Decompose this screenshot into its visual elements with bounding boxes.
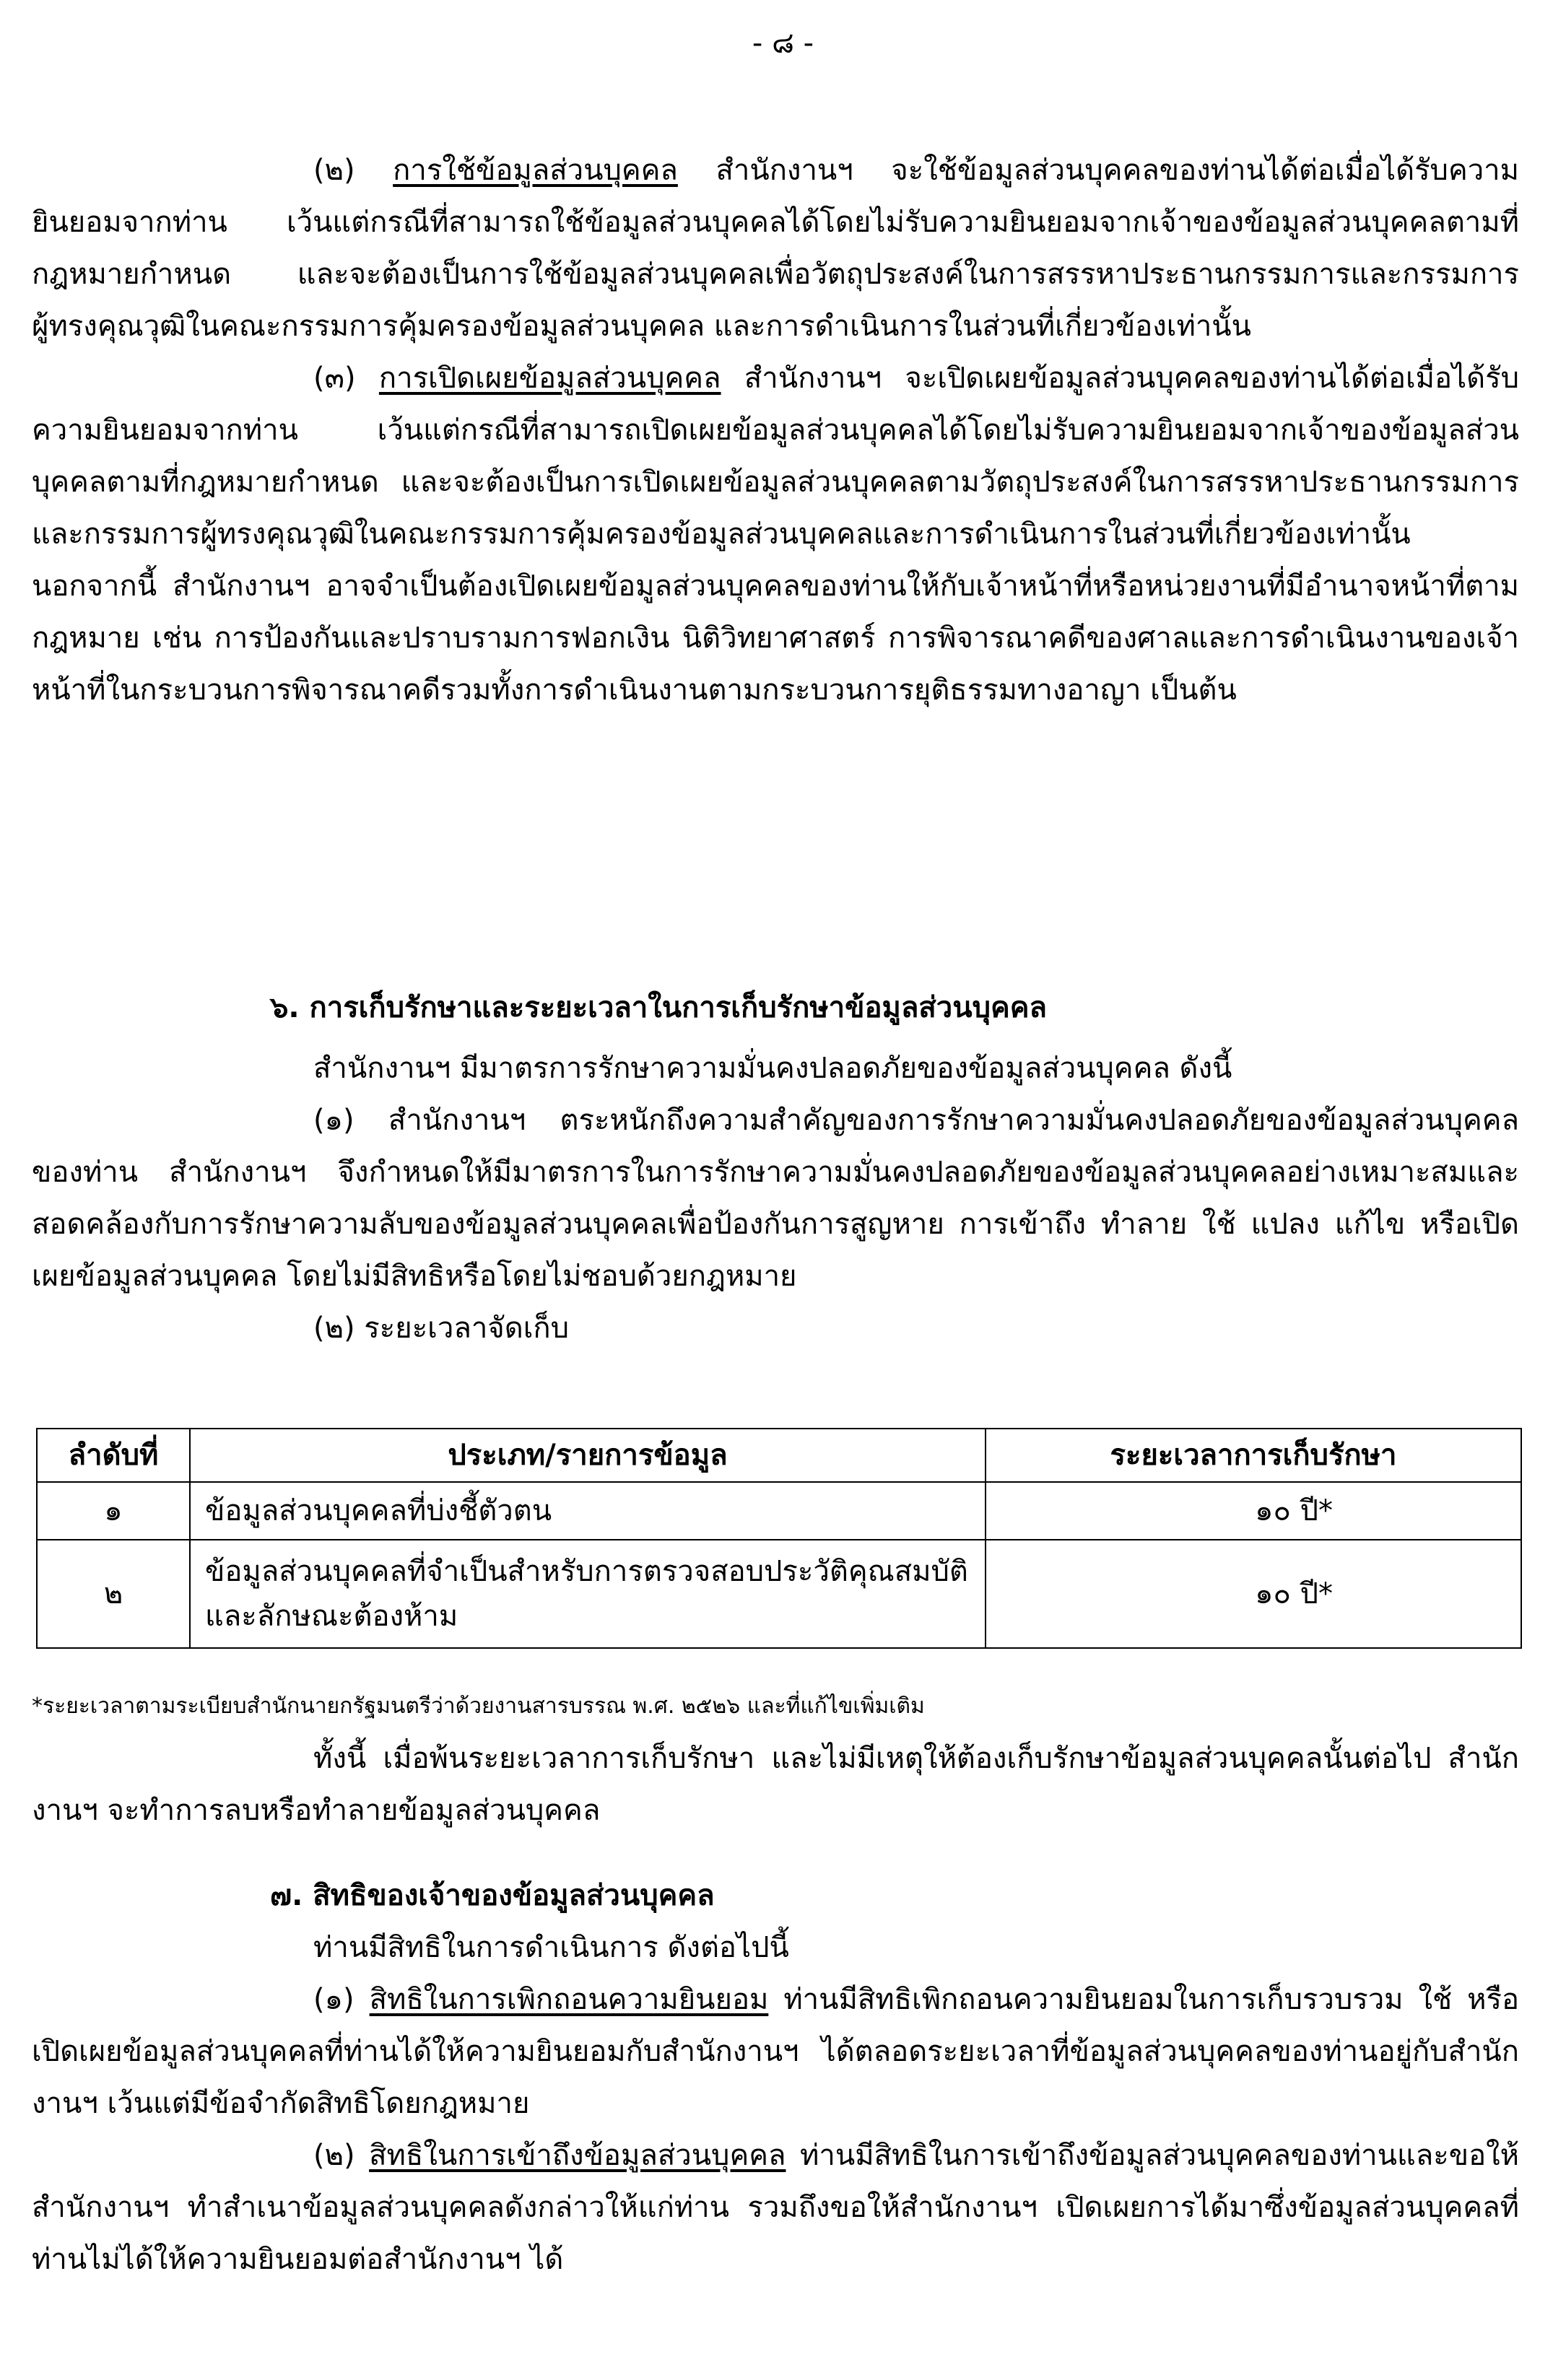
paragraph-access-right bbox=[32, 2130, 1519, 2285]
cell-period: ๑๐ ปี* bbox=[986, 1540, 1521, 1648]
cell-period: ๑๐ ปี* bbox=[986, 1482, 1521, 1540]
section-6-after bbox=[32, 1732, 1519, 1836]
section-6 bbox=[32, 982, 1519, 1354]
item-label: (๒) bbox=[313, 2139, 355, 2172]
item-title-access: สิทธิในการเข้าถึงข้อมูลส่วนบุคคล bbox=[369, 2139, 786, 2172]
paragraph-security-measures: (๑) สำนักงานฯ ตระหนักถึงความสำคัญของการรักษาความมั่นคงปลอดภัยของข้อมูลส่วนบุคคลของท่าน สำนักงานฯ จึงกำหนดให้มีมาตรการในการรักษาความมั่นคงปลอดภัยของข้อมูลส่วนบุคคลอย่างเหมาะสมและสอดคล้องกับการรักษาความลับของข้อมูลส่วนบุคคลเพื่อป้องกันการสูญหาย การเข้าถึง ทำลาย ใช้ แปลง แก้ไข หรือเปิดเผยข้อมูลส่วนบุคคล โดยไม่มีสิทธิหรือโดยไม่ชอบด้วยกฎหมาย bbox=[32, 1104, 1519, 1293]
item-text: สำนักงานฯ จะใช้ข้อมูลส่วนบุคคลของท่านได้ต่อเมื่อได้รับความยินยอมจากท่าน เว้นแต่กรณีที่สามารถใช้ข้อมูลส่วนบุคคลได้โดยไม่รับความยินยอมจากเจ้าของข้อมูลส่วนบุคคลตามที่กฎหมายกำหนด และจะต้องเป็นการใช้ข้อมูลส่วนบุคคลเพื่อวัตถุประสงค์ในการสรรหาประธานกรรมการและกรรมการผู้ทรงคุณวุฒิในคณะกรรมการคุ้มครองข้อมูลส่วนบุคคล และการดำเนินการในส่วนที่เกี่ยวข้องเท่านั้น bbox=[32, 154, 1519, 343]
section-6-heading: ๖. การเก็บรักษาและระยะเวลาในการเก็บรักษาข้อมูลส่วนบุคคล bbox=[270, 991, 1047, 1024]
col-header-type: ประเภท/รายการข้อมูล bbox=[190, 1429, 986, 1482]
page-number: - ๘ - bbox=[752, 27, 814, 60]
item-text: ท่านมีสิทธิในการเข้าถึงข้อมูลส่วนบุคคลของท่านและขอให้สำนักงานฯ ทำสำเนาข้อมูลส่วนบุคคลดังกล่าวให้แก่ท่าน รวมถึงขอให้สำนักงานฯ เปิดเผยการได้มาซึ่งข้อมูลส่วนบุคคลที่ท่านไม่ได้ให้ความยินยอมต่อสำนักงานฯ ได้ bbox=[32, 2139, 1520, 2276]
section-6-intro: สำนักงานฯ มีมาตรการรักษาความมั่นคงปลอดภัยของข้อมูลส่วนบุคคล ดังนี้ bbox=[313, 1052, 1232, 1085]
cell-type: ข้อมูลส่วนบุคคลที่บ่งชี้ตัวตน bbox=[190, 1482, 986, 1540]
section-7-heading: ๗. สิทธิของเจ้าของข้อมูลส่วนบุคคล bbox=[270, 1879, 715, 1912]
cell-type: ข้อมูลส่วนบุคคลที่จำเป็นสำหรับการตรวจสอบประวัติคุณสมบัติและลักษณะต้องห้าม bbox=[190, 1540, 986, 1648]
item-title-withdraw: สิทธิในการเพิกถอนความยินยอม bbox=[369, 1983, 769, 2016]
section-7 bbox=[32, 1870, 1519, 2285]
col-header-period: ระยะเวลาการเก็บรักษา bbox=[986, 1429, 1521, 1482]
table-row bbox=[37, 1540, 1521, 1648]
item-label: (๑) bbox=[313, 1983, 354, 2016]
cell-no: ๑ bbox=[37, 1482, 190, 1540]
section-7-intro: ท่านมีสิทธิในการดำเนินการ ดังต่อไปนี้ bbox=[313, 1931, 789, 1964]
item-text: ท่านมีสิทธิเพิกถอนความยินยอมในการเก็บรวบรวม ใช้ หรือเปิดเผยข้อมูลส่วนบุคคลที่ท่านได้ให้ความยินยอมกับสำนักงานฯ ได้ตลอดระยะเวลาที่ข้อมูลส่วนบุคคลของท่านอยู่กับสำนักงานฯ เว้นแต่มีข้อจำกัดสิทธิโดยกฎหมาย bbox=[32, 1983, 1520, 2120]
item-label: (๒) bbox=[313, 154, 355, 187]
paragraph-disclosure bbox=[32, 352, 1519, 716]
table-header-row bbox=[37, 1429, 1521, 1482]
item-title-use: การใช้ข้อมูลส่วนบุคคล bbox=[393, 154, 678, 187]
paragraph-withdraw-consent bbox=[32, 1974, 1519, 2130]
table-footnote: *ระยะเวลาตามระเบียบสำนักนายกรัฐมนตรีว่าด้วยงานสารบรรณ พ.ศ. ๒๕๒๖ และที่แก้ไขเพิ่มเติม bbox=[32, 1694, 925, 1719]
item-title-disclosure: การเปิดเผยข้อมูลส่วนบุคคล bbox=[378, 362, 721, 395]
item-label: (๓) bbox=[313, 362, 356, 395]
paragraph-use-of-data bbox=[32, 144, 1519, 352]
cell-no: ๒ bbox=[37, 1540, 190, 1648]
retention-period-label: (๒) ระยะเวลาจัดเก็บ bbox=[313, 1312, 569, 1345]
paragraph-deletion: ทั้งนี้ เมื่อพ้นระยะเวลาการเก็บรักษา และไม่มีเหตุให้ต้องเก็บรักษาข้อมูลส่วนบุคคลนั้นต่อไป สำนักงานฯ จะทำการลบหรือทำลายข้อมูลส่วนบุคคล bbox=[32, 1742, 1519, 1827]
table-row bbox=[37, 1482, 1521, 1540]
item-text: สำนักงานฯ จะเปิดเผยข้อมูลส่วนบุคคลของท่านได้ต่อเมื่อได้รับความยินยอมจากท่าน เว้นแต่กรณีที่สามารถเปิดเผยข้อมูลส่วนบุคคลได้โดยไม่รับความยินยอมจากเจ้าของข้อมูลส่วนบุคคลตามที่กฎหมายกำหนด และจะต้องเป็นการเปิดเผยข้อมูลส่วนบุคคลตามวัตถุประสงค์ในการสรรหาประธานกรรมการและกรรมการผู้ทรงคุณวุฒิในคณะกรรมการคุ้มครองข้อมูลส่วนบุคคลและการดำเนินการในส่วนที่เกี่ยวข้องเท่านั้น นอกจากนี้ สำนักงานฯ อาจจำเป็นต้องเปิดเผยข้อมูลส่วนบุคคลของท่านให้กับเจ้าหน้าที่หรือหน่วยงานที่มีอำนาจหน้าที่ตามกฎหมาย เช่น การป้องกันและปราบรามการฟอกเงิน นิติวิทยาศาสตร์ การพิจารณาคดีของศาลและการดำเนินงานของเจ้าหน้าที่ในกระบวนการพิจารณาคดีรวมทั้งการดำเนินงานตามกระบวนการยุติธรรมทางอาญา เป็นต้น bbox=[32, 362, 1519, 707]
col-header-no: ลำดับที่ bbox=[37, 1429, 190, 1482]
retention-table bbox=[36, 1428, 1522, 1649]
section-5-continued bbox=[32, 144, 1519, 716]
